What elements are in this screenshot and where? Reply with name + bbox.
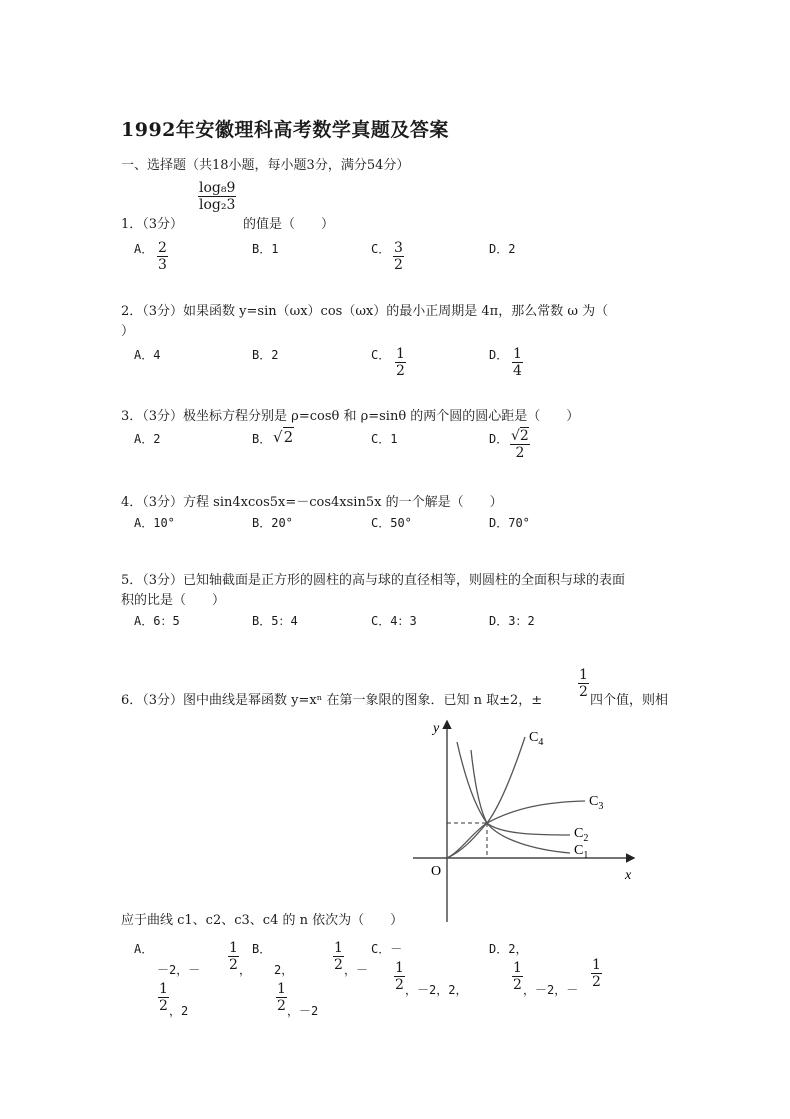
denominator: 2: [334, 957, 343, 974]
q6-stem-part1: 6．（3分）图中曲线是幂函数 y=xⁿ 在第一象限的图象．已知 n 取±2，±: [121, 693, 543, 708]
numerator: 1: [592, 957, 601, 973]
c3-label: $C_3$: [589, 794, 604, 812]
q5-option-a[interactable]: A．6：5: [134, 614, 180, 628]
q3-option-b-label[interactable]: B．: [252, 432, 272, 446]
denominator: 3: [158, 257, 167, 274]
y-axis-label: y: [433, 721, 440, 736]
curve-c4: [447, 737, 525, 858]
q6-option-a-frac1: [228, 940, 239, 973]
numerator: 1: [513, 346, 522, 362]
q6-option-c-label[interactable]: C．－: [371, 942, 403, 956]
curve-c1: [471, 750, 570, 853]
numerator: 2: [158, 240, 167, 256]
section-heading: 一、选择题（共18小题，每小题3分，满分54分）: [121, 158, 410, 173]
curve-c3: [447, 801, 585, 858]
q5-stem-line1: 5．（3分）已知轴截面是正方形的圆柱的高与球的直径相等，则圆柱的全面积与球的表面: [121, 573, 626, 588]
q5-option-d[interactable]: D．3：2: [489, 614, 535, 628]
page-title: 1992年安徽理科高考数学真题及答案: [121, 119, 449, 141]
q1-prefix: 1．（3分）: [121, 217, 184, 232]
q2-stem-line1: 2．（3分）如果函数 y=sin（ωx）cos（ωx）的最小正周期是 4π，那么常数 ω 为（: [121, 304, 609, 319]
q6-option-b-mid: ，－: [344, 963, 369, 977]
x-axis-label: x: [625, 868, 632, 883]
q3-option-a[interactable]: A．2: [134, 432, 161, 446]
q2-option-d-label[interactable]: D．: [489, 348, 509, 362]
c2-label: $C_2$: [574, 826, 589, 844]
numerator: 1: [513, 960, 522, 976]
q6-option-a-frac2: [158, 981, 169, 1014]
denominator: 2: [229, 957, 238, 974]
q5-stem-line2: 积的比是（ ）: [121, 593, 226, 608]
q3-stem: 3．（3分）极坐标方程分别是 ρ=cosθ 和 ρ=sinθ 的两个圆的圆心距是（ ）: [121, 409, 580, 424]
radicand: 2: [283, 428, 294, 446]
numerator: 1: [395, 960, 404, 976]
denominator: 2: [159, 998, 168, 1015]
numerator: 1: [396, 346, 405, 362]
q6-option-d-frac2: [591, 957, 602, 990]
q1-option-d[interactable]: D．2: [489, 242, 516, 256]
q1-stem-suffix: 的值是（ ）: [243, 217, 335, 232]
q6-stem-fraction: [578, 667, 589, 700]
q6-option-a-label[interactable]: A．: [134, 942, 154, 956]
q5-option-c[interactable]: C．4：3: [371, 614, 417, 628]
q1-option-c-fraction: [393, 240, 404, 273]
q1-option-b[interactable]: B．1: [252, 242, 279, 256]
q2-option-b[interactable]: B．2: [252, 348, 279, 362]
q6-option-b-frac1: [333, 940, 344, 973]
numerator: 1: [334, 940, 343, 956]
numerator: 1: [277, 981, 286, 997]
q4-option-d[interactable]: D．70°: [489, 516, 530, 530]
q1-frac-numerator: log₈9: [199, 180, 236, 196]
denominator: 2: [277, 998, 286, 1015]
q3-option-d-fraction: [510, 428, 530, 461]
q6-option-d-label[interactable]: D．2，: [489, 942, 528, 956]
curve-c2: [457, 742, 570, 835]
c4-label: $C_4$: [529, 730, 544, 748]
q6-option-b-tail: ，－2: [287, 1004, 319, 1018]
q4-stem: 4．（3分）方程 sin4xcos5x=－cos4xsin5x 的一个解是（ ）: [121, 495, 503, 510]
numerator: 1: [159, 981, 168, 997]
q6-stem-line2: 应于曲线 c1、c2、c3、c4 的 n 依次为（ ）: [121, 913, 404, 928]
q1-option-c-label[interactable]: C．: [371, 242, 391, 256]
q2-option-a[interactable]: A．4: [134, 348, 161, 362]
q6-option-b-label[interactable]: B．: [252, 942, 272, 956]
q4-option-a[interactable]: A．10°: [134, 516, 175, 530]
q6-option-b-text: 2，: [274, 963, 294, 977]
numerator: 1: [229, 940, 238, 956]
q6-option-d-frac1: [512, 960, 523, 993]
q2-option-c-label[interactable]: C．: [371, 348, 391, 362]
q5-option-b[interactable]: B．5：4: [252, 614, 298, 628]
numerator: 3: [394, 240, 403, 256]
q6-option-a-text: －2，－: [157, 963, 201, 977]
numerator: 1: [579, 667, 588, 683]
numerator: √2: [511, 428, 529, 444]
denominator: 4: [513, 363, 522, 380]
q3-option-d-label[interactable]: D．: [489, 432, 509, 446]
q3-option-b-sqrt: √2: [273, 428, 294, 446]
q4-option-c[interactable]: C．50°: [371, 516, 412, 530]
denominator: 2: [395, 977, 404, 994]
q6-stem-part2: 四个值，则相: [590, 693, 669, 708]
q1-fraction: [198, 180, 236, 213]
power-function-graph: [405, 712, 645, 924]
q6-option-c-tail: ，－2，2，: [405, 983, 468, 997]
denominator: 2: [579, 684, 588, 701]
q1-option-a-label[interactable]: A．: [134, 242, 154, 256]
denominator: 2: [396, 363, 405, 380]
q6-option-c-frac: [394, 960, 405, 993]
q1-option-a-fraction: [157, 240, 168, 273]
q6-option-d-tail: ，－2，－: [523, 983, 579, 997]
q4-option-b[interactable]: B．20°: [252, 516, 293, 530]
q6-option-a-comma: ，: [239, 963, 252, 977]
c1-label: $C_1$: [574, 843, 589, 861]
denominator: 2: [394, 257, 403, 274]
denominator: 2: [513, 977, 522, 994]
denominator: 2: [592, 974, 601, 991]
q2-option-d-fraction: [512, 346, 523, 379]
q2-stem-line2: ）: [121, 324, 135, 339]
origin-label: O: [431, 864, 442, 879]
q2-option-c-fraction: [395, 346, 406, 379]
q6-option-a-tail: ，2: [169, 1004, 189, 1018]
denominator: 2: [515, 445, 525, 462]
q1-frac-denominator: log₂3: [199, 197, 236, 214]
q3-option-c[interactable]: C．1: [371, 432, 398, 446]
q6-option-b-frac2: [276, 981, 287, 1014]
radicand: 2: [519, 428, 529, 444]
